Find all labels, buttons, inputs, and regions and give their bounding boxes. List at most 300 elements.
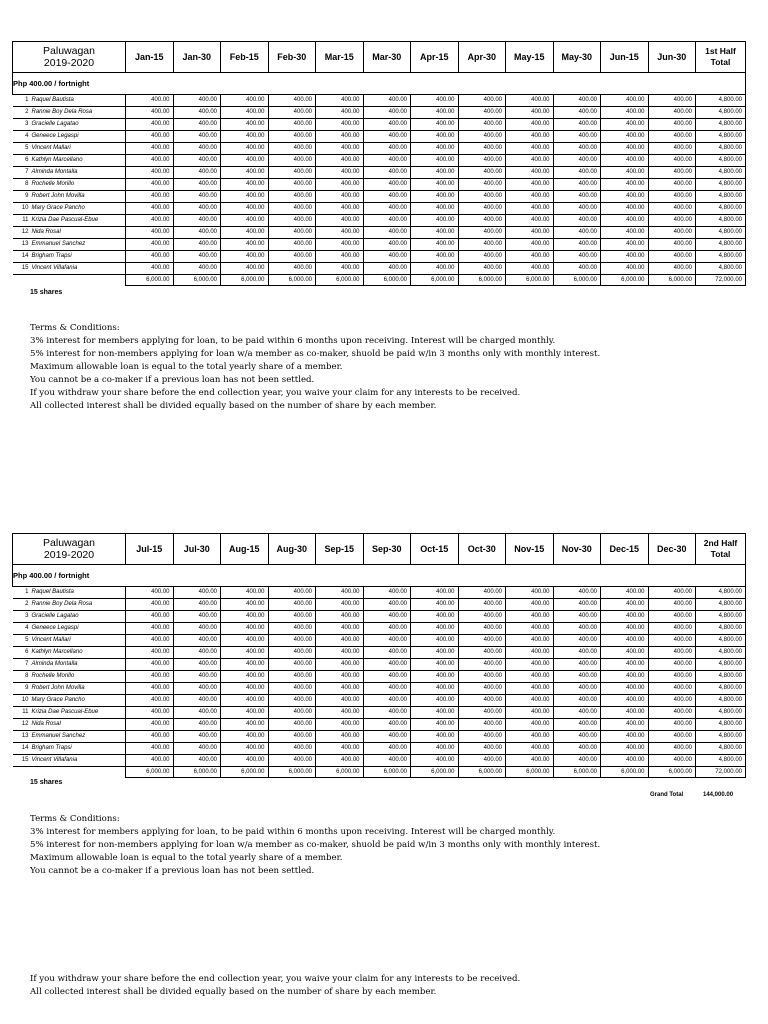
contribution-cell: 400.00 [411, 131, 459, 143]
table-row [13, 659, 746, 671]
contribution-cell: 400.00 [268, 263, 316, 275]
row-number: 3 [13, 611, 30, 623]
grand-column-total-cell: 72,000.00 [696, 275, 746, 286]
contribution-cell: 400.00 [506, 707, 554, 719]
contribution-cell: 400.00 [458, 671, 506, 683]
column-total-cell: 6,000.00 [506, 767, 554, 778]
contribution-cell: 400.00 [173, 683, 221, 695]
contribution-cell: 400.00 [173, 131, 221, 143]
contribution-cell: 400.00 [363, 623, 411, 635]
contribution-cell: 400.00 [268, 143, 316, 155]
contribution-cell: 400.00 [363, 587, 411, 599]
contribution-cell: 400.00 [411, 107, 459, 119]
contribution-cell: 400.00 [126, 107, 174, 119]
contribution-cell: 400.00 [411, 635, 459, 647]
contribution-cell: 400.00 [363, 683, 411, 695]
contribution-cell: 400.00 [506, 95, 554, 107]
table-row [13, 251, 746, 263]
contribution-cell: 400.00 [268, 167, 316, 179]
contribution-cell: 400.00 [363, 143, 411, 155]
contribution-cell: 400.00 [363, 695, 411, 707]
contribution-cell: 400.00 [268, 731, 316, 743]
row-total-cell: 4,800.00 [696, 647, 746, 659]
contribution-cell: 400.00 [268, 155, 316, 167]
contribution-cell: 400.00 [411, 155, 459, 167]
contribution-cell: 400.00 [601, 239, 649, 251]
contribution-cell: 400.00 [648, 179, 696, 191]
row-number: 14 [13, 743, 30, 755]
contribution-cell: 400.00 [553, 671, 601, 683]
contribution-cell: 400.00 [458, 695, 506, 707]
period-header: May-30 [553, 42, 601, 73]
contribution-cell: 400.00 [411, 215, 459, 227]
contribution-cell: 400.00 [601, 251, 649, 263]
period-header: Apr-30 [458, 42, 506, 73]
contribution-cell: 400.00 [173, 671, 221, 683]
contribution-cell: 400.00 [221, 707, 269, 719]
contribution-cell: 400.00 [458, 263, 506, 275]
contribution-cell: 400.00 [506, 719, 554, 731]
row-number: 13 [13, 731, 30, 743]
contribution-cell: 400.00 [458, 119, 506, 131]
terms-block-first [30, 322, 750, 413]
contribution-cell: 400.00 [458, 599, 506, 611]
row-number: 11 [13, 215, 30, 227]
contribution-cell: 400.00 [601, 107, 649, 119]
terms-line: 5% interest for non-members applying for loan w/a member as co-maker, shuold be paid w/in 3 months only with monthly interest. [30, 840, 601, 850]
contribution-cell: 400.00 [553, 107, 601, 119]
row-total-cell: 4,800.00 [696, 179, 746, 191]
row-total-cell: 4,800.00 [696, 683, 746, 695]
contribution-cell: 400.00 [268, 695, 316, 707]
contribution-cell: 400.00 [506, 131, 554, 143]
contribution-cell: 400.00 [506, 263, 554, 275]
column-totals-row [13, 275, 746, 286]
contribution-cell: 400.00 [601, 143, 649, 155]
contribution-cell: 400.00 [648, 95, 696, 107]
contribution-cell: 400.00 [268, 623, 316, 635]
contribution-cell: 400.00 [553, 215, 601, 227]
half-total-header: 2nd Half Total [696, 534, 746, 565]
contribution-cell: 400.00 [648, 251, 696, 263]
contribution-cell: 400.00 [458, 731, 506, 743]
contribution-cell: 400.00 [553, 95, 601, 107]
contribution-cell: 400.00 [316, 215, 364, 227]
contribution-cell: 400.00 [506, 587, 554, 599]
member-name: Robert John Movilla [30, 191, 126, 203]
contribution-cell: 400.00 [126, 743, 174, 755]
contribution-cell: 400.00 [268, 227, 316, 239]
contribution-cell: 400.00 [648, 131, 696, 143]
contribution-cell: 400.00 [411, 731, 459, 743]
row-number: 9 [13, 683, 30, 695]
contribution-cell: 400.00 [506, 203, 554, 215]
contribution-cell: 400.00 [411, 755, 459, 767]
contribution-cell: 400.00 [126, 731, 174, 743]
member-name: Gracielle Lagatao [30, 611, 126, 623]
contribution-cell: 400.00 [648, 107, 696, 119]
terms-line: If you withdraw your share before the end collection year, you waive your claim for any interests to be received. [30, 388, 521, 398]
contribution-cell: 400.00 [173, 119, 221, 131]
member-name: Vincent Mallari [30, 635, 126, 647]
contribution-cell: 400.00 [648, 659, 696, 671]
contribution-cell: 400.00 [316, 263, 364, 275]
contribution-cell: 400.00 [601, 755, 649, 767]
row-number: 3 [13, 119, 30, 131]
contribution-cell: 400.00 [173, 659, 221, 671]
row-number: 1 [13, 587, 30, 599]
contribution-cell: 400.00 [316, 599, 364, 611]
column-total-cell: 6,000.00 [458, 767, 506, 778]
row-total-cell: 4,800.00 [696, 587, 746, 599]
table-row [13, 587, 746, 599]
shares-count-second-half: 15 shares [30, 779, 63, 786]
column-total-cell: 6,000.00 [648, 767, 696, 778]
contribution-cell: 400.00 [221, 167, 269, 179]
contribution-cell: 400.00 [601, 683, 649, 695]
contribution-cell: 400.00 [458, 227, 506, 239]
contribution-cell: 400.00 [648, 707, 696, 719]
contribution-cell: 400.00 [553, 143, 601, 155]
contribution-cell: 400.00 [316, 203, 364, 215]
paluwagan-sheet-first-half [12, 41, 745, 286]
contribution-cell: 400.00 [411, 251, 459, 263]
contribution-cell: 400.00 [601, 215, 649, 227]
member-name: Emmanuel Sanchez [30, 731, 126, 743]
column-total-cell: 6,000.00 [126, 767, 174, 778]
contribution-cell: 400.00 [221, 143, 269, 155]
contribution-cell: 400.00 [316, 647, 364, 659]
contribution-cell: 400.00 [648, 587, 696, 599]
table-row [13, 131, 746, 143]
column-total-cell: 6,000.00 [173, 275, 221, 286]
row-total-cell: 4,800.00 [696, 227, 746, 239]
contribution-cell: 400.00 [648, 611, 696, 623]
contribution-cell: 400.00 [553, 227, 601, 239]
contribution-cell: 400.00 [458, 143, 506, 155]
contribution-cell: 400.00 [648, 191, 696, 203]
table-row [13, 155, 746, 167]
member-name: Alminda Montalla [30, 167, 126, 179]
column-totals-row [13, 767, 746, 778]
member-name: Emmanuel Sanchez [30, 239, 126, 251]
contribution-cell: 400.00 [648, 695, 696, 707]
column-total-cell: 6,000.00 [268, 767, 316, 778]
contribution-cell: 400.00 [126, 119, 174, 131]
period-header: Feb-30 [268, 42, 316, 73]
row-total-cell: 4,800.00 [696, 107, 746, 119]
rate-label: Php 400.00 / fortnight [13, 565, 746, 587]
contribution-cell: 400.00 [316, 143, 364, 155]
contribution-cell: 400.00 [316, 731, 364, 743]
member-name: Brigham Trapsi [30, 251, 126, 263]
contribution-cell: 400.00 [316, 179, 364, 191]
contribution-cell: 400.00 [458, 635, 506, 647]
column-total-cell: 6,000.00 [221, 275, 269, 286]
contribution-cell: 400.00 [458, 647, 506, 659]
period-header: Mar-15 [316, 42, 364, 73]
contribution-cell: 400.00 [458, 623, 506, 635]
row-total-cell: 4,800.00 [696, 215, 746, 227]
contribution-cell: 400.00 [221, 239, 269, 251]
contribution-cell: 400.00 [648, 743, 696, 755]
contribution-cell: 400.00 [648, 143, 696, 155]
contribution-cell: 400.00 [553, 659, 601, 671]
grand-total-value: 144,000.00 [703, 792, 734, 798]
contribution-cell: 400.00 [173, 143, 221, 155]
terms-line: 5% interest for non-members applying for loan w/a member as co-maker, shuold be paid w/in 3 months only with monthly interest. [30, 349, 601, 359]
row-number: 6 [13, 155, 30, 167]
period-header: May-15 [506, 42, 554, 73]
contribution-cell: 400.00 [648, 755, 696, 767]
member-name: Rochelle Morillo [30, 671, 126, 683]
contribution-cell: 400.00 [553, 707, 601, 719]
row-total-cell: 4,800.00 [696, 635, 746, 647]
member-name: Nida Rosal [30, 227, 126, 239]
table-row [13, 755, 746, 767]
contribution-cell: 400.00 [173, 695, 221, 707]
period-header: Nov-30 [553, 534, 601, 565]
row-number: 7 [13, 659, 30, 671]
column-total-cell: 6,000.00 [411, 275, 459, 286]
table-row [13, 167, 746, 179]
contribution-cell: 400.00 [458, 719, 506, 731]
contribution-cell: 400.00 [506, 227, 554, 239]
contribution-cell: 400.00 [363, 635, 411, 647]
contribution-cell: 400.00 [411, 95, 459, 107]
table-row [13, 143, 746, 155]
contribution-cell: 400.00 [221, 719, 269, 731]
contribution-cell: 400.00 [458, 707, 506, 719]
row-total-cell: 4,800.00 [696, 695, 746, 707]
contribution-cell: 400.00 [363, 707, 411, 719]
row-total-cell: 4,800.00 [696, 251, 746, 263]
contribution-cell: 400.00 [316, 671, 364, 683]
contribution-cell: 400.00 [363, 155, 411, 167]
contribution-cell: 400.00 [458, 131, 506, 143]
contribution-cell: 400.00 [268, 215, 316, 227]
contribution-cell: 400.00 [411, 587, 459, 599]
contribution-cell: 400.00 [648, 647, 696, 659]
table-row [13, 611, 746, 623]
contribution-cell: 400.00 [458, 587, 506, 599]
period-header: Aug-30 [268, 534, 316, 565]
contribution-cell: 400.00 [268, 647, 316, 659]
column-total-cell: 6,000.00 [268, 275, 316, 286]
contribution-cell: 400.00 [316, 107, 364, 119]
terms-line: You cannot be a co-maker if a previous loan has not been settled. [30, 866, 315, 876]
column-total-cell: 6,000.00 [316, 767, 364, 778]
row-number: 2 [13, 599, 30, 611]
contribution-cell: 400.00 [553, 683, 601, 695]
contribution-cell: 400.00 [506, 167, 554, 179]
contribution-cell: 400.00 [173, 611, 221, 623]
contribution-cell: 400.00 [221, 179, 269, 191]
contribution-cell: 400.00 [316, 587, 364, 599]
contribution-cell: 400.00 [221, 119, 269, 131]
half-total-header: 1st Half Total [696, 42, 746, 73]
contribution-cell: 400.00 [601, 119, 649, 131]
row-number: 14 [13, 251, 30, 263]
contribution-cell: 400.00 [601, 179, 649, 191]
contribution-cell: 400.00 [363, 95, 411, 107]
contribution-cell: 400.00 [268, 179, 316, 191]
contribution-cell: 400.00 [458, 203, 506, 215]
contribution-cell: 400.00 [221, 755, 269, 767]
contribution-cell: 400.00 [411, 167, 459, 179]
contribution-cell: 400.00 [126, 707, 174, 719]
contribution-cell: 400.00 [268, 191, 316, 203]
column-total-cell: 6,000.00 [506, 275, 554, 286]
column-total-cell: 6,000.00 [363, 275, 411, 286]
contribution-cell: 400.00 [458, 179, 506, 191]
period-header: Apr-15 [411, 42, 459, 73]
contribution-cell: 400.00 [553, 635, 601, 647]
table-row [13, 695, 746, 707]
row-number: 12 [13, 227, 30, 239]
contribution-cell: 400.00 [363, 719, 411, 731]
period-header: Feb-15 [221, 42, 269, 73]
contribution-cell: 400.00 [316, 227, 364, 239]
contribution-cell: 400.00 [221, 191, 269, 203]
row-number: 10 [13, 203, 30, 215]
contribution-cell: 400.00 [601, 167, 649, 179]
contribution-cell: 400.00 [363, 263, 411, 275]
contribution-cell: 400.00 [458, 251, 506, 263]
contribution-cell: 400.00 [268, 239, 316, 251]
contribution-cell: 400.00 [506, 119, 554, 131]
contribution-cell: 400.00 [458, 683, 506, 695]
contribution-cell: 400.00 [173, 647, 221, 659]
contribution-cell: 400.00 [553, 119, 601, 131]
contribution-cell: 400.00 [411, 227, 459, 239]
contribution-cell: 400.00 [553, 131, 601, 143]
member-name: Krizia Dae Pascual-Ebue [30, 707, 126, 719]
contribution-cell: 400.00 [553, 239, 601, 251]
contribution-cell: 400.00 [221, 251, 269, 263]
contribution-cell: 400.00 [126, 695, 174, 707]
row-total-cell: 4,800.00 [696, 203, 746, 215]
table-row [13, 95, 746, 107]
contribution-cell: 400.00 [648, 635, 696, 647]
contribution-cell: 400.00 [268, 755, 316, 767]
period-header: Jan-15 [126, 42, 174, 73]
contribution-cell: 400.00 [173, 107, 221, 119]
contribution-cell: 400.00 [126, 587, 174, 599]
terms-line: All collected interest shall be divided equally based on the number of share by each member. [30, 401, 437, 411]
contribution-cell: 400.00 [411, 671, 459, 683]
contribution-cell: 400.00 [268, 587, 316, 599]
contribution-cell: 400.00 [601, 635, 649, 647]
contribution-cell: 400.00 [363, 191, 411, 203]
contribution-cell: 400.00 [601, 155, 649, 167]
period-header: Dec-30 [648, 534, 696, 565]
table-row [13, 179, 746, 191]
contribution-cell: 400.00 [268, 107, 316, 119]
contribution-cell: 400.00 [126, 239, 174, 251]
row-total-cell: 4,800.00 [696, 167, 746, 179]
contribution-cell: 400.00 [126, 191, 174, 203]
contribution-cell: 400.00 [316, 719, 364, 731]
contribution-cell: 400.00 [648, 683, 696, 695]
shares-count-first-half: 15 shares [30, 289, 63, 296]
row-total-cell: 4,800.00 [696, 143, 746, 155]
contribution-cell: 400.00 [648, 119, 696, 131]
table-row [13, 635, 746, 647]
contribution-cell: 400.00 [268, 683, 316, 695]
contribution-cell: 400.00 [648, 227, 696, 239]
contribution-cell: 400.00 [648, 671, 696, 683]
contribution-cell: 400.00 [126, 263, 174, 275]
contribution-cell: 400.00 [411, 647, 459, 659]
contribution-cell: 400.00 [648, 263, 696, 275]
contribution-cell: 400.00 [553, 191, 601, 203]
row-total-cell: 4,800.00 [696, 755, 746, 767]
column-total-cell: 6,000.00 [411, 767, 459, 778]
grand-total-label: Grand Total [650, 792, 684, 798]
contribution-cell: 400.00 [458, 659, 506, 671]
contribution-cell: 400.00 [506, 743, 554, 755]
member-name: Mary Grace Pancho [30, 695, 126, 707]
table-row [13, 731, 746, 743]
member-name: Nida Rosal [30, 719, 126, 731]
contribution-table [12, 533, 746, 778]
table-row [13, 227, 746, 239]
contribution-cell: 400.00 [316, 251, 364, 263]
terms-line: Maximum allowable loan is equal to the total yearly share of a member. [30, 362, 343, 372]
contribution-cell: 400.00 [316, 743, 364, 755]
contribution-cell: 400.00 [411, 263, 459, 275]
contribution-cell: 400.00 [458, 743, 506, 755]
table-row [13, 119, 746, 131]
contribution-cell: 400.00 [173, 179, 221, 191]
period-header: Jul-15 [126, 534, 174, 565]
contribution-cell: 400.00 [363, 251, 411, 263]
contribution-cell: 400.00 [268, 635, 316, 647]
row-total-cell: 4,800.00 [696, 131, 746, 143]
row-number: 11 [13, 707, 30, 719]
contribution-cell: 400.00 [553, 623, 601, 635]
column-total-cell: 6,000.00 [126, 275, 174, 286]
table-row [13, 599, 746, 611]
column-total-cell: 6,000.00 [601, 275, 649, 286]
contribution-cell: 400.00 [268, 599, 316, 611]
contribution-cell: 400.00 [553, 647, 601, 659]
paluwagan-sheet-second-half [12, 533, 745, 778]
contribution-cell: 400.00 [268, 131, 316, 143]
contribution-cell: 400.00 [411, 191, 459, 203]
contribution-cell: 400.00 [411, 683, 459, 695]
row-total-cell: 4,800.00 [696, 611, 746, 623]
contribution-cell: 400.00 [411, 695, 459, 707]
contribution-cell: 400.00 [173, 707, 221, 719]
contribution-cell: 400.00 [553, 755, 601, 767]
period-header: Jul-30 [173, 534, 221, 565]
contribution-cell: 400.00 [173, 743, 221, 755]
period-header: Jan-30 [173, 42, 221, 73]
contribution-cell: 400.00 [458, 107, 506, 119]
member-name: Rannie Boy Dela Rosa [30, 599, 126, 611]
row-total-cell: 4,800.00 [696, 731, 746, 743]
period-header: Sep-15 [316, 534, 364, 565]
contribution-cell: 400.00 [553, 251, 601, 263]
contribution-cell: 400.00 [648, 599, 696, 611]
terms-line: All collected interest shall be divided equally based on the number of share by each member. [30, 987, 437, 997]
contribution-cell: 400.00 [363, 239, 411, 251]
contribution-cell: 400.00 [221, 107, 269, 119]
rate-label: Php 400.00 / fortnight [13, 73, 746, 95]
column-total-cell: 6,000.00 [363, 767, 411, 778]
